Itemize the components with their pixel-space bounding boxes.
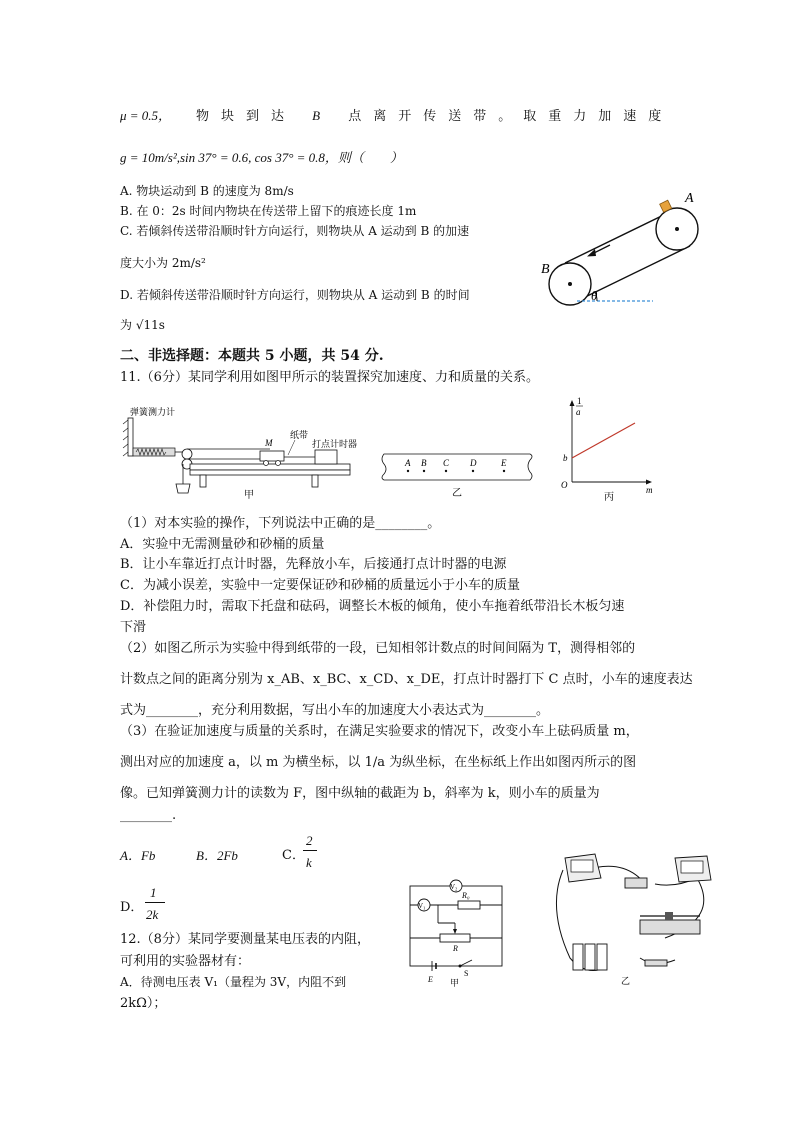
tape-figure	[380, 452, 540, 498]
q11-part1-b: B．让小车靠近打点计时器，先释放小车，后接通打点计时器的电源	[120, 557, 507, 572]
cart-label: M	[265, 438, 273, 448]
switch	[460, 960, 472, 966]
q11-part3-line4: ________.	[120, 808, 177, 823]
svg-text:E: E	[428, 975, 433, 984]
q12-stem-line1: 12.（8分）某同学要测量某电压表的内阻，	[120, 932, 370, 947]
resistor-box	[625, 878, 647, 888]
label-a: A	[685, 191, 694, 206]
long-board	[190, 464, 350, 470]
y-label-den: a	[576, 407, 581, 417]
mu-value: μ = 0.5，	[120, 108, 172, 123]
svg-text:R₀: R₀	[462, 891, 470, 900]
circuit-diagram	[398, 878, 518, 988]
label-theta: θ	[591, 288, 598, 303]
graph-figure	[558, 396, 658, 506]
q11-part3-line1: （3）在验证加速度与质量的关系时，在满足实验要求的情况下，改变小车上砝码质量 m，	[120, 724, 639, 739]
q10-option-d-line2: 为 √11s	[120, 318, 165, 332]
q11-part3-line3: 像。已知弹簧测力计的读数为 F，图中纵轴的截距为 b，斜率为 k，则小车的质量为	[120, 786, 600, 801]
q12-item-a-line1: A．待测电压表 V₁（量程为 3V，内阻不到	[120, 975, 347, 989]
tape-dot-a	[407, 470, 409, 472]
section-2-heading: 二、非选择题：本题共 5 小题，共 54 分.	[120, 348, 384, 364]
tape-label-e: E	[501, 458, 507, 468]
tape-label-d: D	[470, 458, 477, 468]
svg-text:R: R	[453, 944, 458, 953]
q11-part1-a: A．实验中无需测量砂和砂桶的质量	[120, 537, 325, 552]
q11-part1-d-line1: D．补偿阻力时，需取下托盘和砝码，调整长木板的倾角，使小车拖着纸带沿长木板匀速	[120, 599, 625, 614]
battery-cell-2	[585, 944, 595, 970]
timer	[315, 450, 337, 464]
origin-label: O	[561, 480, 568, 490]
q10-option-c-line2: 度大小为 2m/s²	[120, 256, 206, 270]
battery-cell-1	[573, 944, 583, 970]
tape-label-c: C	[443, 458, 450, 468]
spring-scale-label: 弹簧测力计	[130, 407, 176, 417]
q10-given-values: g = 10m/s²,sin 37° = 0.6, cos 37° = 0.8，则（ ）	[120, 150, 403, 165]
conveyor-belt-figure	[535, 192, 705, 312]
q10-point-b: B	[312, 108, 333, 123]
q12-stem-line2: 可利用的实验器材有：	[120, 954, 251, 969]
tape-dot-d	[472, 470, 474, 472]
intercept-label: b	[563, 453, 568, 463]
battery-cell-3	[597, 944, 607, 970]
tape-label-a: A	[405, 458, 411, 468]
tape-dot-c	[445, 470, 447, 472]
slide-rheostat	[640, 920, 700, 934]
q11-choice-a: A．Fb	[120, 848, 156, 863]
q11-choice-b: B．2Fb	[196, 848, 238, 863]
label-b: B	[541, 262, 550, 277]
svg-text:V₂: V₂	[450, 883, 458, 891]
q11-part1-c: C．为减小误差，实验中一定要保证砂和砂桶的质量远小于小车的质量	[120, 578, 520, 593]
q11-choice-d-num: 1	[150, 885, 157, 900]
timer-label: 打点计时器	[312, 439, 358, 449]
q11-part1-d-line2: 下滑	[120, 620, 147, 635]
x-label: m	[646, 485, 653, 495]
q12-item-a-line2: 2kΩ）；	[120, 996, 167, 1011]
tape-label-b: B	[421, 458, 427, 468]
fig1-caption: 甲	[244, 490, 254, 501]
q10-option-b: B. 在 0：2s 时间内物块在传送带上留下的痕迹长度 1m	[120, 204, 417, 218]
q11-part2-line3: 式为________，充分利用数据，写出小车的加速度大小表达式为________。	[120, 703, 550, 718]
q10-option-d-line1: D. 若倾斜传送带沿顺时针方向运行，则物块从 A 运动到 B 的时间	[120, 288, 470, 302]
q11-part2-line1: （2）如图乙所示为实验中得到纸带的一段，已知相邻计数点的时间间隔为 T，测得相邻的	[120, 641, 636, 656]
q11-stem: 11.（6分）某同学利用如图甲所示的装置探究加速度、力和质量的关系。	[120, 370, 539, 385]
y-label-num: 1	[577, 396, 582, 406]
photo-caption: 乙	[621, 976, 631, 986]
q11-part1: （1）对本实验的操作，下列说法中正确的是________。	[120, 516, 441, 531]
circuit-caption: 甲	[450, 978, 460, 988]
q10-text-leave: 点离开传送带。取重力加速度	[348, 109, 674, 124]
equipment-photo	[545, 848, 725, 986]
sand-bucket	[176, 484, 190, 493]
apparatus-figure	[120, 408, 360, 500]
tape-dot-e	[503, 470, 505, 472]
q11-part3-line2: 测出对应的加速度 a，以 m 为横坐标，以 1/a 为纵坐标，在坐标纸上作出如图丙所示的图	[120, 755, 637, 770]
tape-label: 纸带	[290, 430, 309, 440]
q10-option-c-line1: C. 若倾斜传送带沿顺时针方向运行，则物块从 A 运动到 B 的加速	[120, 224, 470, 238]
rheostat	[440, 934, 470, 942]
switch-device	[645, 960, 667, 966]
fig3-caption: 丙	[604, 492, 614, 503]
q11-choice-d: D．	[120, 900, 144, 915]
data-line	[572, 423, 635, 458]
resistor-r0	[458, 901, 480, 909]
q10-option-a: A. 物块运动到 B 的速度为 8m/s	[120, 184, 294, 198]
tape-dot-b	[423, 470, 425, 472]
q11-part2-line2: 计数点之间的距离分别为 x_AB、x_BC、x_CD、x_DE，打点计时器打下 C 点时，小车的速度表达	[120, 672, 693, 687]
q11-choice-c-num: 2	[306, 833, 313, 848]
svg-text:V₁: V₁	[418, 902, 426, 910]
fig2-caption: 乙	[452, 488, 462, 499]
q11-choice-d-den: 2k	[146, 907, 159, 922]
cart	[260, 451, 284, 461]
q10-text-arrive: 物块到达	[196, 109, 297, 124]
q11-choice-c-den: k	[306, 855, 312, 870]
q11-choice-c: C．	[282, 848, 305, 863]
svg-text:S: S	[464, 969, 469, 978]
